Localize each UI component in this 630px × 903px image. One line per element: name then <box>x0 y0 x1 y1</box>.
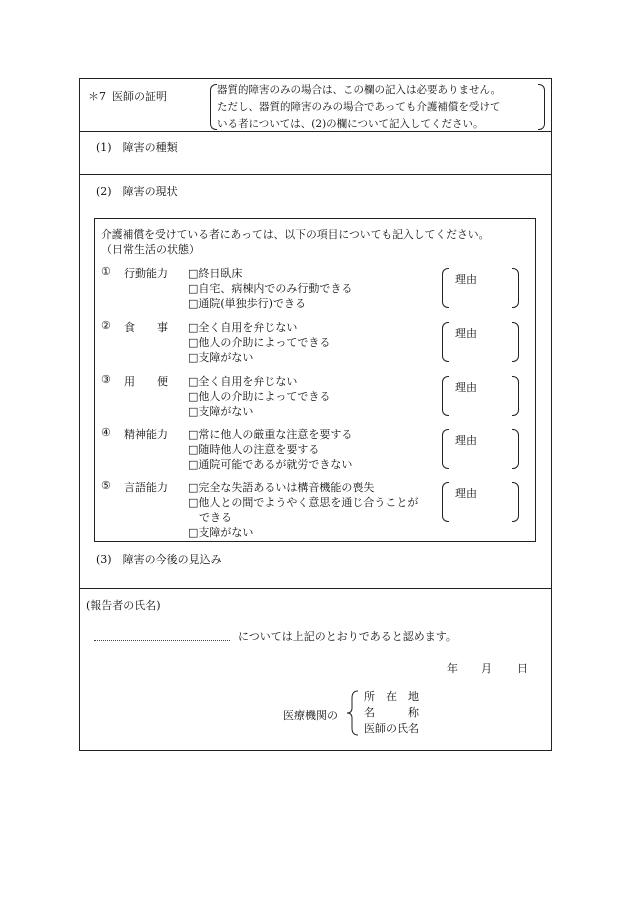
note-bracket-right <box>538 84 545 130</box>
date-day: 日 <box>517 662 528 675</box>
item-label: 行動能力 <box>124 267 168 280</box>
section2-title: (2) 障害の現状 <box>96 185 178 198</box>
section7-number: ＊7 <box>88 90 106 103</box>
reason-bracket-right <box>512 322 519 362</box>
option-checkbox[interactable]: □随時他人の注意を要する <box>188 443 320 456</box>
reason-bracket-right <box>512 482 519 522</box>
divider-2 <box>79 174 552 175</box>
reason-bracket-left <box>442 322 449 362</box>
option-checkbox[interactable]: □通院可能であるが就労できない <box>188 458 353 471</box>
option-checkbox[interactable]: □完全な失語あるいは構音機能の喪失 <box>188 481 375 494</box>
option-checkbox[interactable]: □終日臥床 <box>188 267 243 280</box>
date-year: 年 <box>447 662 458 675</box>
reason-bracket-right <box>512 268 519 308</box>
note-bracket-left <box>210 84 217 130</box>
item-label: 言語能力 <box>124 481 168 494</box>
confirmation-text: については上記のとおりであると認めます。 <box>238 630 457 643</box>
option-checkbox[interactable]: □全く自用を弁じない <box>188 375 298 388</box>
doctor-name-label: 医師の氏名 <box>364 722 419 735</box>
reason-label: 理由 <box>455 434 477 447</box>
reason-bracket-left <box>442 376 449 416</box>
item-number: ② <box>101 319 111 332</box>
reason-bracket-right <box>512 429 519 469</box>
medical-brace-icon <box>346 690 360 736</box>
medical-name-label: 名 称 <box>364 706 419 719</box>
reason-bracket-left <box>442 268 449 308</box>
option-checkbox[interactable]: □全く自用を弁じない <box>188 321 298 334</box>
item-number: ④ <box>101 426 111 439</box>
reporter-label: (報告者の氏名) <box>86 599 161 612</box>
option-checkbox[interactable]: □他人の介助によってできる <box>188 390 331 403</box>
date-month: 月 <box>481 662 492 675</box>
item-number: ⑤ <box>101 479 111 492</box>
option-continuation: できる <box>188 511 232 524</box>
item-number: ① <box>101 265 111 278</box>
care-intro: 介護補償を受けている者にあっては、以下の項目についても記入してください。 <box>101 228 490 241</box>
section7-note-line1: 器質的障害のみの場合は、この欄の記入は必要ありません。 <box>217 84 502 96</box>
option-checkbox[interactable]: □通院(単独歩行)できる <box>188 297 306 310</box>
section7-note-line3: いる者については、(2)の欄について記入してください。 <box>217 118 484 130</box>
item-label: 食 事 <box>124 321 168 334</box>
option-checkbox[interactable]: □支障がない <box>188 526 254 539</box>
reason-label: 理由 <box>455 273 477 286</box>
reason-bracket-right <box>512 376 519 416</box>
option-checkbox[interactable]: □自宅、病棟内でのみ行動できる <box>188 282 353 295</box>
item-label: 精神能力 <box>124 428 168 441</box>
reason-label: 理由 <box>455 487 477 500</box>
section7-label: 医師の証明 <box>112 90 167 103</box>
reason-bracket-left <box>442 429 449 469</box>
section7-note-line2: ただし、器質的障害のみの場合であっても介護補償を受けて <box>217 101 501 113</box>
item-label: 用 便 <box>124 375 168 388</box>
reporter-name-field[interactable] <box>94 640 230 641</box>
option-checkbox[interactable]: □常に他人の厳重な注意を要する <box>188 428 353 441</box>
section3-title: (3) 障害の今後の見込み <box>96 553 222 566</box>
medical-address-label: 所 在 地 <box>364 690 419 703</box>
section1-title: (1) 障害の種類 <box>96 141 178 154</box>
divider-3 <box>79 588 552 589</box>
option-checkbox[interactable]: □他人の介助によってできる <box>188 336 331 349</box>
reason-bracket-left <box>442 482 449 522</box>
medical-institution-label: 医療機関の <box>283 709 338 722</box>
care-subtitle: （日常生活の状態） <box>101 243 200 256</box>
divider-1 <box>79 131 552 132</box>
item-number: ③ <box>101 373 111 386</box>
reason-label: 理由 <box>455 327 477 340</box>
option-checkbox[interactable]: □支障がない <box>188 405 254 418</box>
option-checkbox[interactable]: □支障がない <box>188 351 254 364</box>
reason-label: 理由 <box>455 381 477 394</box>
option-checkbox[interactable]: □他人との間でようやく意思を通じ合うことが <box>188 496 419 509</box>
